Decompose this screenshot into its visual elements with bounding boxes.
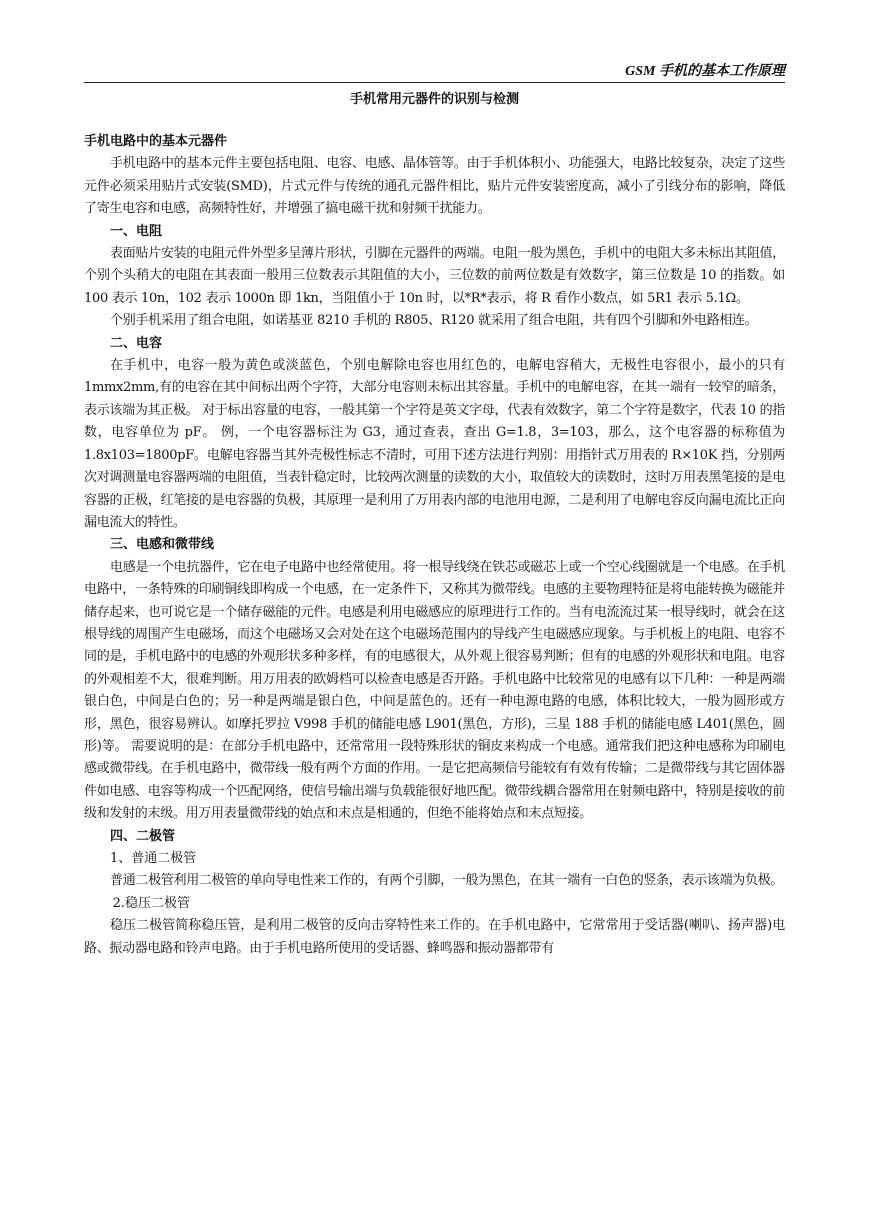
section-heading-diode: 四、二极管 [110,828,176,844]
section-heading-resistor: 一、电阻 [110,223,163,239]
subheading-normal-diode: 1、普通二极管 [110,851,197,866]
paragraph-zener-diode: 稳压二极管简称稳压管，是利用二极管的反向击穿特性来工作的。在手机电路中，它常常用于受话器(喇叭、扬声器)电路、振动器电路和铃声电路。由于手机电路所使用的受话器、蜂鸣器和振动器都带有 [84,918,785,956]
section-heading-inductor: 三、电感和微带线 [110,537,215,553]
document-body [84,131,785,960]
subheading-zener-diode: 2.稳压二极管 [112,895,190,911]
document-title: 手机常用元器件的识别与检测 [349,92,519,107]
running-header-title: GSM 手机的基本工作原理 [625,64,785,79]
section-heading-capacitor: 二、电容 [110,335,163,351]
paragraph-capacitor-1: 在手机中，电容一般为黄色或淡蓝色，个别电解除电容也用红色的，电解电容稍大，无极性电容很小，最小的只有 1mmx2mm,有的电容在其中间标出两个字符，大部分电容则未标出其容量。手机中的电解电容，在其一端有一较窄的暗条，表示该端为其正极。 对于标出容量的电容，一般其第一个字符是英文字母，代表有效数字，第二个字符是数字，代表 10 的指数，电容单位为 pF。 例，一个电容器标注为 G3，通过查表，查出 G=1.8，3=103，那么，这个电容器的标称值为 1.8x103=1800pF。电解电容器当其外壳极性标志不清时，可用下述方法进行判别：用指针式万用表的 R×10K 挡，分别两次对调测量电容器两端的电阻值，当表针稳定时，比较两次测量的读数的大小，取值较大的读数时，这时万用表黑笔接的是电容器的正极，红笔接的是电容器的负极，其原理一是利用了万用表内部的电池用电源，二是利用了电解电容反向漏电流比正向漏电流大的特性。 [84,358,785,530]
paragraph-basic-intro: 手机电路中的基本元件主要包括电阻、电容、电感、晶体管等。由于手机体积小、功能强大，电路比较复杂，决定了这些元件必须采用贴片式安装(SMD)，片式元件与传统的通孔元器件相比，贴片元件安装密度高，减小了引线分布的影响，降低了寄生电容和电感，高频特性好，并增强了搞电磁干扰和射频干扰能力。 [84,156,785,217]
paragraph-resistor-2: 个别手机采用了组合电阻，如诺基亚 8210 手机的 R805、R120 就采用了组合电阻，共有四个引脚和外电路相连。 [110,313,758,329]
paragraph-inductor-1: 电感是一个电抗器件，它在电子电路中也经常使用。将一根导线绕在铁芯或磁芯上或一个空心线圈就是一个电感。在手机电路中，一条特殊的印刷铜线即构成一个电感，在一定条件下，又称其为微带线。电感的主要物理特征是将电能转换为磁能并储存起来，也可说它是一个储存磁能的元件。电感是利用电磁感应的原理进行工作的。当有电流流过某一根导线时，就会在这根导线的周围产生电磁场，而这个电磁场又会对处在这个电磁场范围内的导线产生电磁感应现象。与手机板上的电阻、电容不同的是，手机电路中的电感的外观形状多种多样，有的电感很大，从外观上很容易判断；但有的电感的外观形状和电阻。电容的外观相差不大，很难判断。用万用表的欧姆档可以检查电感是否开路。手机电路中比较常见的电感有以下几种：一种是两端银白色，中间是白色的；另一种是两端是银白色，中间是蓝色的。还有一种电源电路的电感，体积比较大，一般为圆形或方形，黑色，很容易辨认。如摩托罗拉 V998 手机的储能电感 L901(黑色，方形)，三星 188 手机的储能电感 L401(黑色，圆形)等。 需要说明的是：在部分手机电路中，还常常用一段特殊形状的铜皮来构成一个电感。通常我们把这种电感称为印刷电感或微带线。在手机电路中，微带线一般有两个方面的作用。一是它把高频信号能较有有效有传输；二是微带线与其它固体器件如电感、电容等构成一个匹配网络，使信号输出端与负载能很好地匹配。微带线耦合器常用在射频电路中，特别是接收的前级和发射的末级。用万用表量微带线的始点和末点是相通的，但绝不能将始点和末点短接。 [84,559,785,822]
paragraph-resistor-1: 表面贴片安装的电阻元件外型多呈薄片形状，引脚在元器件的两端。电阻一般为黑色，手机中的电阻大多未标出其阻值，个别个头稍大的电阻在其表面一般用三位数表示其阻值的大小，三位数的前两位数是有效数字，第三位数是 10 的指数。如 100 表示 10n，102 表示 1000n 即 1kn，当阻值小于 10n 时，以*R*表示，将 R 看作小数点，如 5R1 表示 5.1Ω。 [84,246,785,306]
header-divider [84,82,785,83]
paragraph-normal-diode: 普通二极管利用二极管的单向导电性来工作的，有两个引脚，一般为黑色，在其一端有一白色的竖条，表示该端为负极。 [110,873,784,889]
section-heading-basic-components: 手机电路中的基本元器件 [84,134,228,149]
